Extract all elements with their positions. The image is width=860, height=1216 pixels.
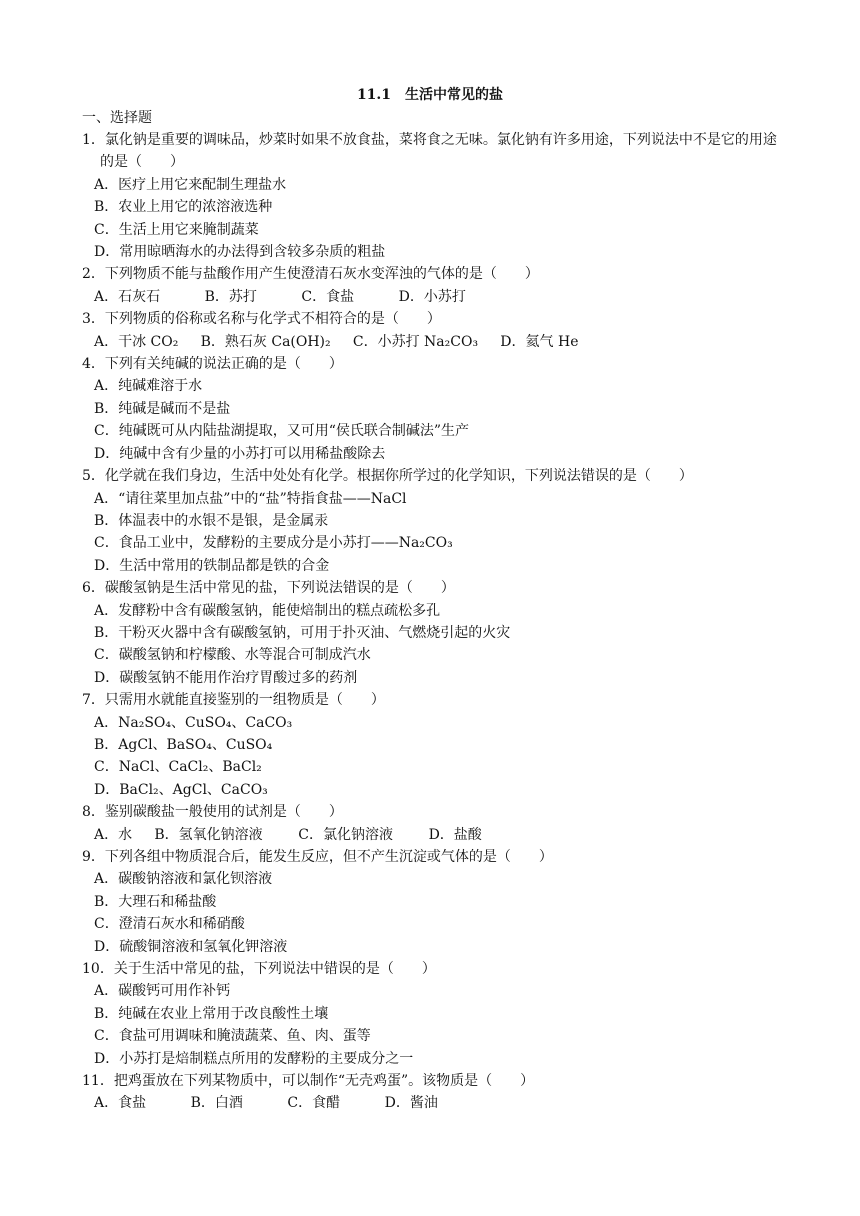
option-d: D．纯碱中含有少量的小苏打可以用稀盐酸除去 [94, 445, 386, 462]
option-d: D．生活中常用的铁制品都是铁的合金 [94, 557, 330, 574]
option-d: D．BaCl₂、AgCl、CaCO₃ [94, 781, 268, 798]
option-c: C．澄清石灰水和稀硝酸 [94, 916, 245, 933]
options-inline: A．水 B．氢氧化钠溶液 C．氯化钠溶液 D．盐酸 [94, 826, 482, 843]
option-b: B．纯碱在农业上常用于改良酸性土壤 [94, 1005, 329, 1022]
question-stem: 1．氯化钠是重要的调味品，炒菜时如果不放食盐，菜将食之无味。氯化钠有许多用途，下列说法中不是它的用途的是（ ） [82, 132, 777, 171]
question-stem: 9．下列各组中物质混合后，能发生反应，但不产生沉淀或气体的是（ ） [82, 849, 553, 865]
option-c: C．纯碱既可从内陆盐湖提取，又可用“侯氏联合制碱法”生产 [94, 423, 470, 440]
question-1 [82, 129, 782, 263]
question-stem: 10．关于生活中常见的盐，下列说法中错误的是（ ） [82, 961, 436, 978]
option-c: C．NaCl、CaCl₂、BaCl₂ [94, 759, 262, 776]
option-b: B．体温表中的水银不是银，是金属汞 [94, 512, 329, 529]
section-heading: 一、选择题 [82, 110, 152, 126]
question-9 [82, 846, 782, 958]
question-5 [82, 465, 782, 577]
question-10 [82, 958, 782, 1070]
question-8 [82, 801, 782, 846]
question-stem: 2．下列物质不能与盐酸作用产生使澄清石灰水变浑浊的气体的是（ ） [82, 266, 539, 283]
option-a: A．纯碱难溶于水 [94, 378, 203, 395]
option-a: A．Na₂SO₄、CuSO₄、CaCO₃ [94, 714, 293, 731]
question-2 [82, 263, 782, 308]
question-stem: 4．下列有关纯碱的说法正确的是（ ） [82, 356, 343, 373]
option-a: A．“请往菜里加点盐”中的“盐”特指食盐——NaCl [94, 490, 407, 507]
option-d: D．常用晾晒海水的办法得到含较多杂质的粗盐 [94, 244, 386, 261]
option-b: B．大理石和稀盐酸 [94, 893, 217, 910]
option-b: B．AgCl、BaSO₄、CuSO₄ [94, 736, 273, 753]
question-3 [82, 308, 782, 353]
question-stem: 7．只需用水就能直接鉴别的一组物质是（ ） [82, 692, 385, 709]
question-stem: 11．把鸡蛋放在下列某物质中，可以制作“无壳鸡蛋”。该物质是（ ） [82, 1073, 535, 1090]
option-b: B．纯碱是碱而不是盐 [94, 400, 231, 417]
question-stem: 8．鉴别碳酸盐一般使用的试剂是（ ） [82, 804, 343, 821]
options-inline: A．干冰 CO₂ B．熟石灰 Ca(OH)₂ C．小苏打 Na₂CO₃ D．氦气 He [94, 333, 579, 350]
option-a: A．发酵粉中含有碳酸氢钠，能使焙制出的糕点疏松多孔 [94, 602, 441, 619]
options-inline: A．食盐 B．白酒 C．食醋 D．酱油 [94, 1095, 438, 1112]
option-d: D．硫酸铜溶液和氢氧化钾溶液 [94, 938, 288, 955]
question-6 [82, 577, 782, 689]
option-c: C．碳酸氢钠和柠檬酸、水等混合可制成汽水 [94, 647, 371, 664]
option-c: C．生活上用它来腌制蔬菜 [94, 221, 259, 238]
question-list [82, 129, 782, 1115]
option-b: B．农业上用它的浓溶液选种 [94, 199, 273, 216]
question-stem: 3．下列物质的俗称或名称与化学式不相符合的是（ ） [82, 311, 441, 328]
option-d: D．小苏打是焙制糕点所用的发酵粉的主要成分之一 [94, 1050, 414, 1067]
option-a: A．碳酸钠溶液和氯化钡溶液 [94, 871, 273, 888]
option-a: A．医疗上用它来配制生理盐水 [94, 176, 287, 193]
question-stem: 6．碳酸氢钠是生活中常见的盐，下列说法错误的是（ ） [82, 580, 455, 597]
options-inline: A．石灰石 B．苏打 C．食盐 D．小苏打 [94, 288, 466, 305]
option-a: A．碳酸钙可用作补钙 [94, 983, 231, 1000]
question-stem: 5．化学就在我们身边，生活中处处有化学。根据你所学过的化学知识，下列说法错误的是（ ） [82, 468, 693, 485]
option-c: C．食盐可用调味和腌渍蔬菜、鱼、肉、蛋等 [94, 1028, 371, 1045]
question-11 [82, 1070, 782, 1115]
page-title: 11.1 生活中常见的盐 [356, 87, 504, 103]
option-d: D．碳酸氢钠不能用作治疗胃酸过多的药剂 [94, 669, 358, 686]
option-b: B．干粉灭火器中含有碳酸氢钠，可用于扑灭油、气燃烧引起的火灾 [94, 624, 511, 641]
question-4 [82, 353, 782, 465]
question-7 [82, 689, 782, 801]
option-c: C．食品工业中，发酵粉的主要成分是小苏打——Na₂CO₃ [94, 535, 453, 552]
